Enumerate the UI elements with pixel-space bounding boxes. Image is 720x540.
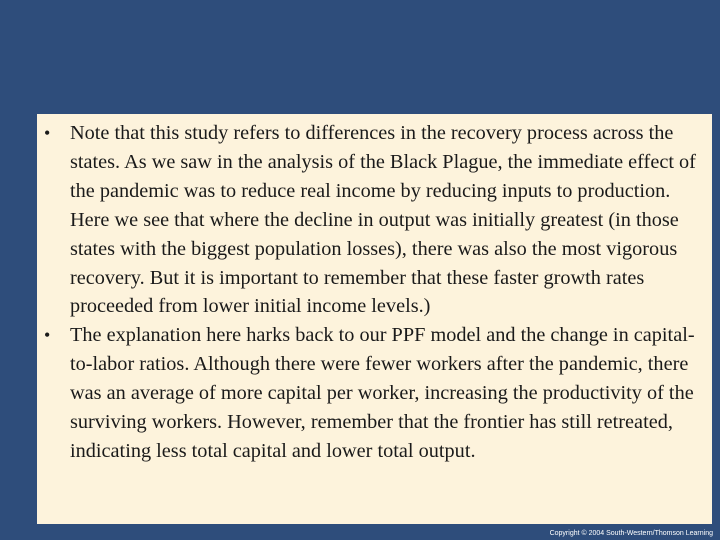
content-box [37, 114, 712, 524]
bullet-text-2: The explanation here harks back to our PPF model and the change in capital-to-labor ratios. Although there were fewer workers after the pandemic, there was an average of more capital per worker, increasing the productivity of the surviving workers. However, remember that the frontier has still retreated, indicating less total capital and lower total output. [70, 324, 695, 462]
bullet-item-1 [37, 119, 712, 321]
bullet-item-2 [37, 321, 712, 466]
bullet-list [37, 119, 712, 466]
copyright-footer: Copyright © 2004 South-Western/Thomson Learning [549, 530, 713, 537]
bullet-text-1: Note that this study refers to differences in the recovery process across the states. As we saw in the analysis of the Black Plague, the immediate effect of the pandemic was to reduce real income by reducing inputs to production. Here we see that where the decline in output was initially greatest (in those states with the biggest population losses), there was also the most vigorous recovery. But it is important to remember that these faster growth rates proceeded from lower initial income levels.) [70, 122, 696, 318]
bullet-icon: • [44, 325, 51, 346]
bullet-icon: • [44, 123, 51, 143]
